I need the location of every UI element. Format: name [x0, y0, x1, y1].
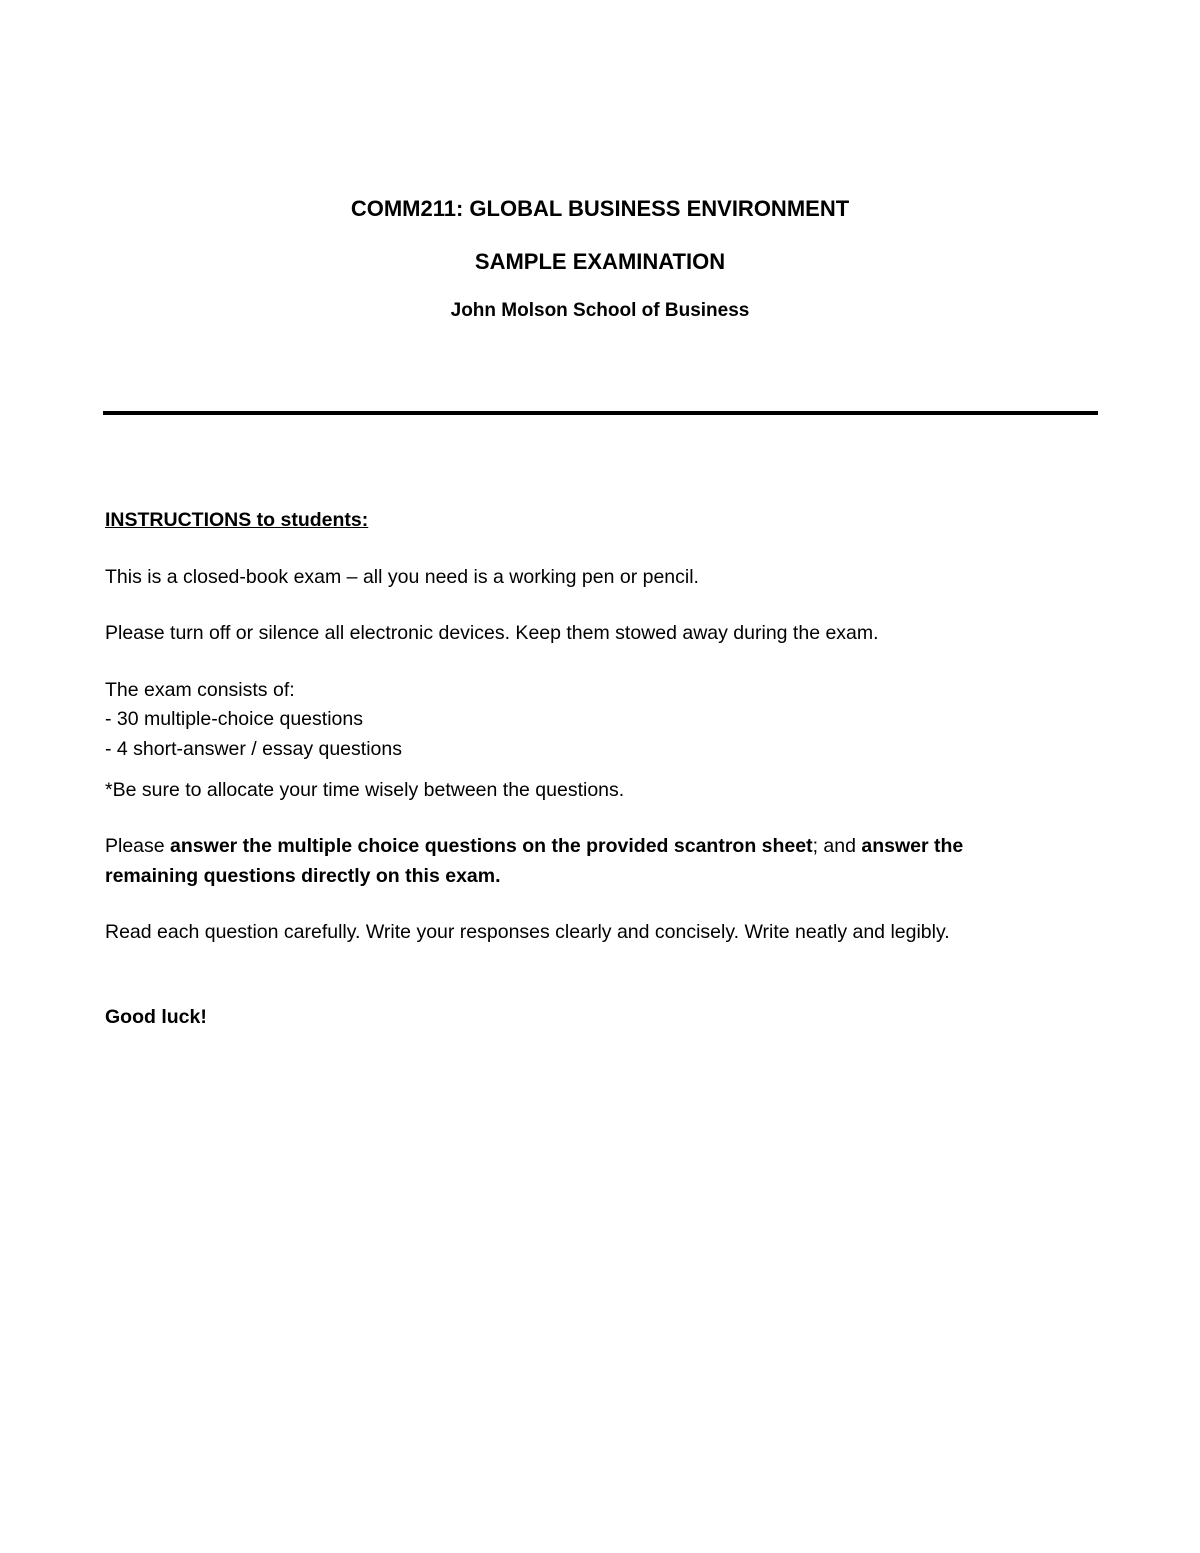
header-divider	[103, 411, 1098, 415]
exam-item-multiple-choice: - 30 multiple-choice questions	[105, 708, 363, 730]
time-allocation-note: *Be sure to allocate your time wisely between the questions.	[105, 779, 625, 801]
exam-item-essay: - 4 short-answer / essay questions	[105, 738, 402, 760]
answer-instruction-line-1	[105, 831, 963, 861]
exam-consists-label: The exam consists of:	[105, 679, 295, 701]
closed-book-instruction: This is a closed-book exam – all you need is a working pen or pencil.	[105, 566, 699, 588]
answer-text-2: ; and	[812, 835, 862, 857]
exam-title: COMM211: GLOBAL BUSINESS ENVIRONMENT	[350, 196, 850, 221]
answer-text-bold-1: answer the multiple choice questions on the provided scantron sheet	[170, 835, 813, 857]
instructions-heading: INSTRUCTIONS to students:	[105, 509, 369, 531]
school-name: John Molson School of Business	[450, 300, 750, 321]
devices-instruction: Please turn off or silence all electronic devices. Keep them stowed away during the exam.	[105, 622, 879, 644]
answer-instruction-line-2: remaining questions directly on this exam.	[105, 865, 501, 887]
exam-subtitle: SAMPLE EXAMINATION	[474, 249, 726, 274]
answer-text-1: Please	[105, 835, 171, 857]
answer-text-bold-2: answer the	[861, 835, 964, 857]
good-luck-closing: Good luck!	[105, 1006, 207, 1028]
read-carefully-note: Read each question carefully. Write your responses clearly and concisely. Write neatly and legibly.	[105, 921, 950, 943]
